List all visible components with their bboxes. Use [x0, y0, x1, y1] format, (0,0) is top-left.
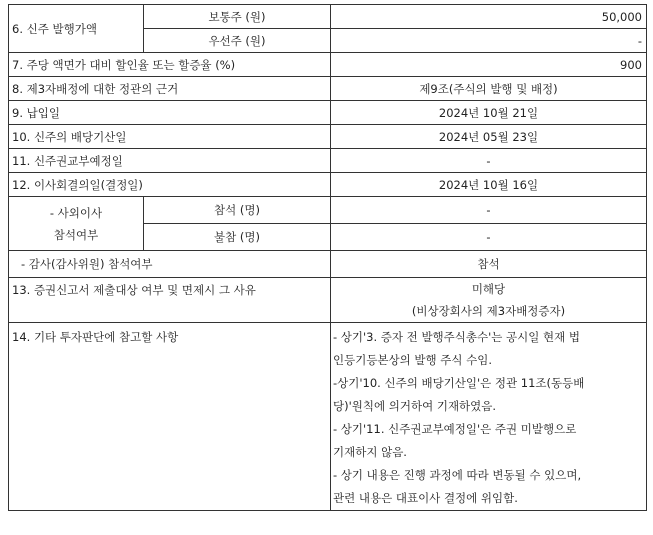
- row-auditor: [9, 251, 647, 278]
- other-matters-label: 14. 기타 투자판단에 참고할 사항: [9, 323, 331, 511]
- articles-basis-value: 제9조(주식의 발행 및 배정): [331, 77, 647, 101]
- row-12: [9, 173, 647, 197]
- disclosure-table: [8, 4, 647, 511]
- common-stock-value: 50,000: [331, 5, 647, 29]
- note-line: 인등기등본상의 발행 주식 수임.: [333, 353, 493, 367]
- note-line: - 상기 내용은 진행 과정에 따라 변동될 수 있으며,: [333, 468, 582, 482]
- board-resolution-label: 12. 이사회결의일(결정일): [9, 173, 331, 197]
- row-14: [9, 323, 647, 511]
- registration-statement-label: 13. 증권신고서 제출대상 여부 및 면제시 그 사유: [9, 278, 331, 323]
- row-outside-attend: [9, 197, 647, 224]
- attend-value: -: [331, 197, 647, 224]
- board-resolution-value: 2024년 10월 16일: [331, 173, 647, 197]
- discount-rate-value: 900: [331, 53, 647, 77]
- row-8: [9, 77, 647, 101]
- row-9: [9, 101, 647, 125]
- row-6-common: [9, 5, 647, 29]
- outside-director-label-line1: - 사외이사: [49, 205, 103, 220]
- outside-director-label-line2: 참석여부: [53, 227, 99, 242]
- payment-date-value: 2024년 10월 21일: [331, 101, 647, 125]
- row-11: [9, 149, 647, 173]
- note-line: -상기'10. 신주의 배당기산일'은 정관 11조(동등배: [333, 376, 585, 390]
- auditor-attendance-value: 참석: [331, 251, 647, 278]
- absent-label: 불참 (명): [144, 224, 331, 251]
- registration-statement-value: [331, 278, 647, 323]
- certificate-date-value: -: [331, 149, 647, 173]
- row-13: [9, 278, 647, 323]
- articles-basis-label: 8. 제3자배정에 대한 정관의 근거: [9, 77, 331, 101]
- registration-statement-value-line2: (비상장회사의 제3자배정증자): [411, 304, 566, 318]
- certificate-date-label: 11. 신주권교부예정일: [9, 149, 331, 173]
- note-line: 기재하지 않음.: [333, 445, 407, 459]
- dividend-date-value: 2024년 05월 23일: [331, 125, 647, 149]
- other-matters-notes: [331, 323, 647, 511]
- row-10: [9, 125, 647, 149]
- outside-director-label: [9, 197, 144, 251]
- registration-statement-value-line1: 미해당: [471, 282, 506, 296]
- auditor-attendance-label: - 감사(감사위원) 참석여부: [9, 251, 331, 278]
- issue-price-label: 6. 신주 발행가액: [9, 5, 144, 53]
- common-stock-label: 보통주 (원): [144, 5, 331, 29]
- payment-date-label: 9. 납입일: [9, 101, 331, 125]
- preferred-stock-label: 우선주 (원): [144, 29, 331, 53]
- note-line: 관련 내용은 대표이사 결정에 위임함.: [333, 491, 518, 505]
- dividend-date-label: 10. 신주의 배당기산일: [9, 125, 331, 149]
- absent-value: -: [331, 224, 647, 251]
- attend-label: 참석 (명): [144, 197, 331, 224]
- note-line: - 상기'11. 신주권교부예정일'은 주권 미발행으로: [333, 422, 577, 436]
- note-line: - 상기'3. 증자 전 발행주식총수'는 공시일 현재 법: [333, 330, 580, 344]
- row-7: [9, 53, 647, 77]
- note-line: 당)'원칙에 의거하여 기재하였음.: [333, 399, 497, 413]
- preferred-stock-value: -: [331, 29, 647, 53]
- discount-rate-label: 7. 주당 액면가 대비 할인율 또는 할증율 (%): [9, 53, 331, 77]
